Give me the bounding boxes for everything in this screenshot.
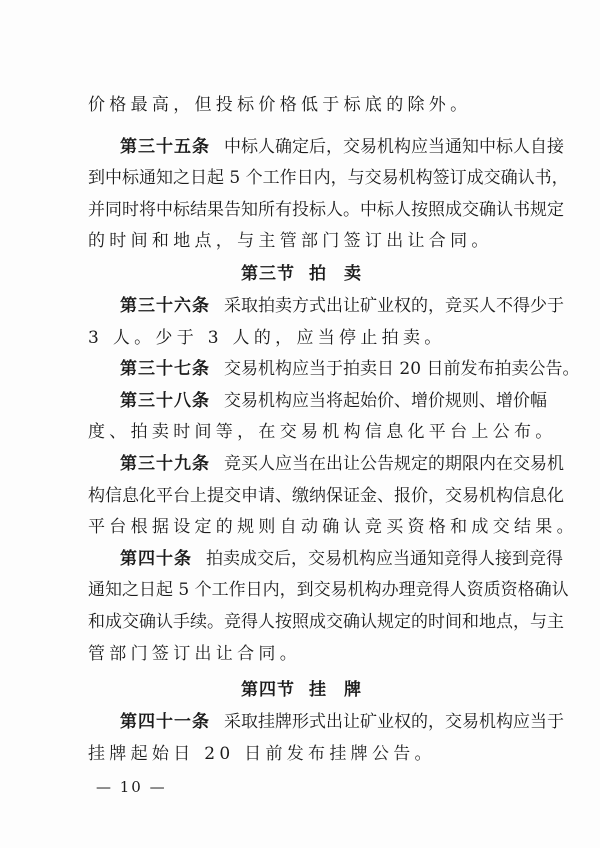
article-text: 平台根据设定的规则自动确认竞买资格和成交结果。 <box>88 517 578 538</box>
article-text: 中标人确定后，交易机构应当通知中标人自接 <box>224 136 564 157</box>
article-label: 第三十七条 <box>120 359 210 380</box>
article-41 <box>88 707 564 770</box>
article-text: 构信息化平台上提交申请、缴纳保证金、报价，交易机构信息化 <box>88 485 564 506</box>
article-label: 第三十六条 <box>120 295 210 316</box>
article-text: 交易机构应当将起始价、增价规则、增价幅 <box>224 390 547 411</box>
article-label: 第三十九条 <box>120 453 210 474</box>
article-40 <box>88 544 569 670</box>
article-text: 通知之日起 5 个工作日内，到交易机构办理竞得人资质资格确认 <box>88 580 569 601</box>
article-38 <box>88 386 557 449</box>
article-text: 采取挂牌形式出让矿业权的，交易机构应当于 <box>224 712 564 733</box>
article-text: 拍卖成交后，交易机构应当通知竞得人接到竞得 <box>206 548 563 569</box>
section-heading-3: 第三节 拍卖 <box>241 263 379 284</box>
article-text: 到中标通知之日起 5 个工作日内，与交易机构签订成交确认书， <box>88 168 569 189</box>
article-text: 3 人。少于 3 人的，应当停止拍卖。 <box>88 327 446 348</box>
paragraph-continuation: 价格最高，但投标价格低于标底的除外。 <box>88 95 472 115</box>
article-text: 度、拍卖时间等，在交易机构信息化平台上公布。 <box>88 422 557 443</box>
article-label: 第三十五条 <box>120 136 210 157</box>
article-label: 第三十八条 <box>120 390 210 411</box>
document-page <box>88 90 580 770</box>
article-text: 挂牌起始日 20 日前发布挂牌公告。 <box>88 743 436 764</box>
article-text: 和成交确认手续。竞得人按照成交确认规定的时间和地点，与主 <box>88 611 564 632</box>
article-text: 采取拍卖方式出让矿业权的，竞买人不得少于 <box>224 295 564 316</box>
page-number: — 10 — <box>96 778 167 796</box>
article-label: 第四十条 <box>120 548 192 569</box>
article-text: 管部门签订出让合同。 <box>88 643 301 664</box>
article-text: 竞买人应当在出让公告规定的期限内在交易机 <box>224 453 564 474</box>
article-37 <box>88 354 580 386</box>
section-heading-4: 第四节 挂牌 <box>241 680 379 701</box>
article-39 <box>88 449 578 544</box>
article-35 <box>88 132 569 258</box>
article-text: 并同时将中标结果告知所有投标人。中标人按照成交确认书规定 <box>88 199 564 220</box>
article-36 <box>88 291 564 354</box>
article-label: 第四十一条 <box>120 712 210 733</box>
article-text: 的时间和地点，与主管部门签订出让合同。 <box>88 231 493 252</box>
article-text: 交易机构应当于拍卖日 20 日前发布拍卖公告。 <box>224 359 580 380</box>
